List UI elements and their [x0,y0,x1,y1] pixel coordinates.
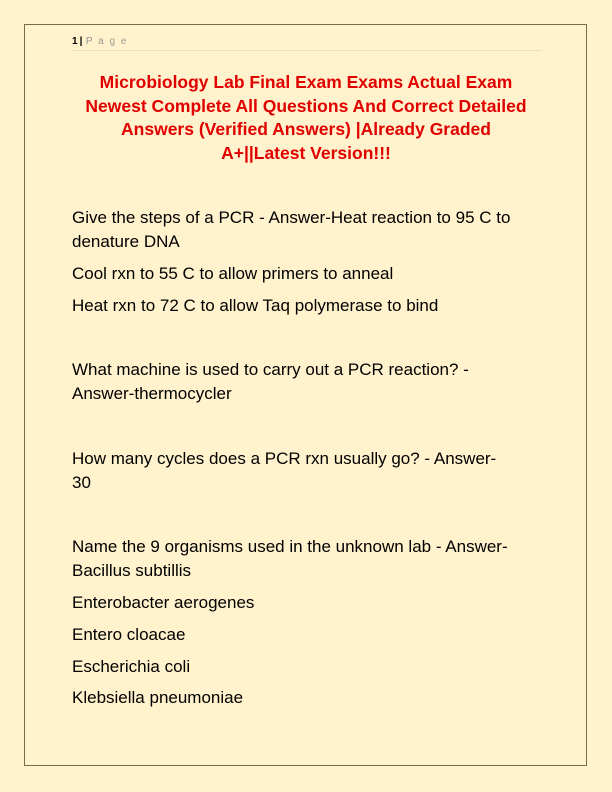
title-line: Newest Complete All Questions And Correct Detailed [85,95,527,116]
answer-pcr-step-3: Heat rxn to 72 C to allow Taq polymerase to bind [72,296,439,315]
title-line: Answers (Verified Answers) |Already Graded [121,119,491,139]
page-label: P a g e [85,36,128,47]
answer-organism: Enterobacter aerogenes [72,593,255,612]
page-number: 1 [72,36,78,47]
question-pcr-machine: What machine is used to carry out a PCR reaction? - [72,360,469,379]
answer-pcr-machine: Answer-thermocycler [72,384,232,403]
answer-organism: Escherichia coli [72,657,191,676]
answer-organism: Klebsiella pneumoniae [72,688,244,707]
question-pcr-steps: Give the steps of a PCR - Answer-Heat reaction to 95 C to [72,208,511,227]
title-line: Microbiology Lab Final Exam Exams Actual Exam [99,72,513,92]
header-separator: | [79,36,84,47]
answer-pcr-step-2: Cool rxn to 55 C to allow primers to anneal [72,264,394,283]
answer-pcr-steps-continued: denature DNA [72,232,180,251]
page-header [72,36,542,51]
title-line: A+||Latest Version!!! [221,142,391,163]
answer-pcr-cycles: 30 [72,473,91,492]
answer-organism: Entero cloacae [72,625,186,644]
document-title [40,71,572,165]
answer-organism: Bacillus subtillis [72,561,192,580]
question-unknown-organisms: Name the 9 organisms used in the unknown lab - Answer- [72,537,508,556]
question-pcr-cycles: How many cycles does a PCR rxn usually go? - Answer- [72,449,497,468]
